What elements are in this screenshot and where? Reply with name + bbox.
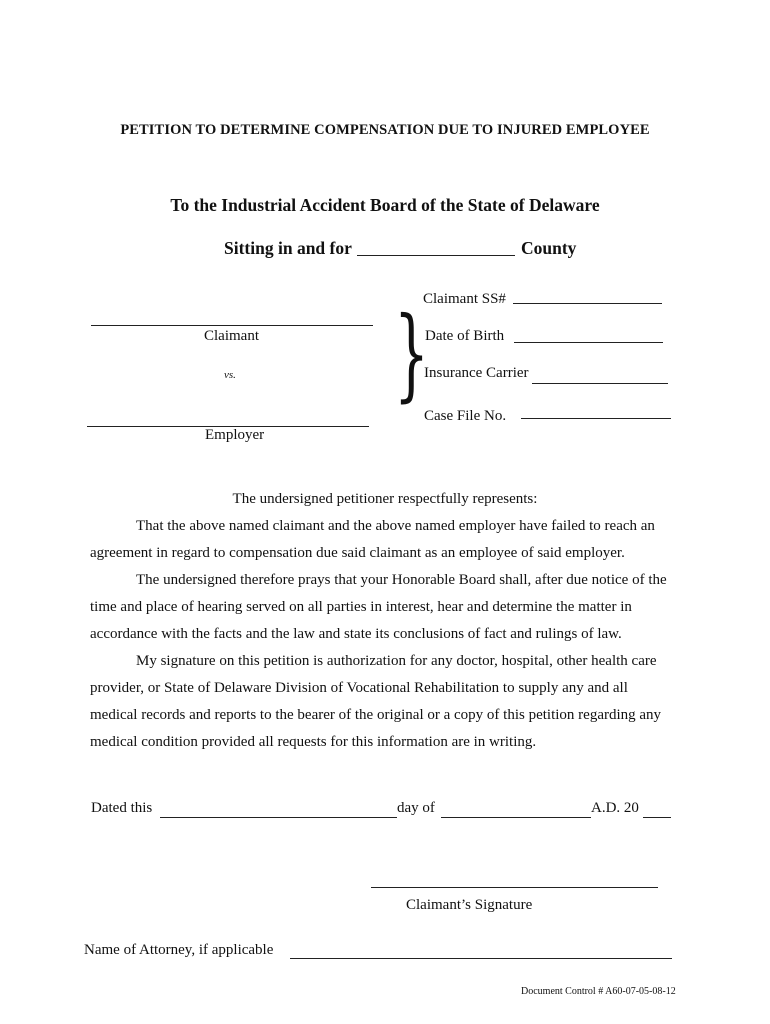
day-of-label: day of bbox=[397, 800, 435, 816]
vs-label: vs. bbox=[224, 369, 236, 381]
claimant-ss-field[interactable] bbox=[513, 303, 662, 304]
sitting-prefix: Sitting in and for bbox=[224, 238, 352, 258]
dated-month-field[interactable] bbox=[441, 817, 591, 818]
form-title: PETITION TO DETERMINE COMPENSATION DUE TO INJURED EMPLOYEE bbox=[120, 122, 650, 138]
date-of-birth-label: Date of Birth bbox=[425, 328, 505, 344]
insurance-carrier-label: Insurance Carrier bbox=[424, 365, 529, 381]
petition-paragraph-1: That the above named claimant and the above named employer have failed to reach an agreement in regard to compensation due said claimant as an employee of said employer. bbox=[90, 518, 655, 561]
county-field[interactable] bbox=[357, 255, 515, 256]
sitting-suffix: County bbox=[521, 238, 577, 258]
case-file-field[interactable] bbox=[521, 418, 671, 419]
claimant-signature-label: Claimant’s Signature bbox=[406, 897, 533, 913]
claimant-label: Claimant bbox=[204, 328, 259, 344]
petition-paragraph-3: My signature on this petition is authorization for any doctor, hospital, other health care provider, or State of Delaware Division of Vocational Rehabilitation to supply any and all medical records and reports to the bearer of the original or a copy of this petition regarding any medical condition provided all requests for this information are in writing. bbox=[90, 653, 662, 750]
caption-brace: } bbox=[394, 295, 429, 412]
dated-this-label: Dated this bbox=[91, 800, 153, 816]
document-control: Document Control # A60-07-05-08-12 bbox=[521, 986, 676, 997]
dated-day-field[interactable] bbox=[160, 817, 397, 818]
board-title: To the Industrial Accident Board of the State of Delaware bbox=[170, 195, 600, 215]
date-of-birth-field[interactable] bbox=[514, 342, 663, 343]
insurance-carrier-field[interactable] bbox=[532, 383, 668, 384]
dated-year-field[interactable] bbox=[643, 817, 671, 818]
petition-intro: The undersigned petitioner respectfully represents: bbox=[232, 491, 538, 507]
case-file-label: Case File No. bbox=[424, 408, 507, 424]
attorney-label: Name of Attorney, if applicable bbox=[84, 942, 274, 958]
claimant-signature-field[interactable] bbox=[371, 887, 658, 888]
attorney-name-field[interactable] bbox=[290, 958, 672, 959]
employer-label: Employer bbox=[205, 427, 265, 443]
claimant-ss-label: Claimant SS# bbox=[423, 291, 506, 307]
petition-paragraph-2: The undersigned therefore prays that your Honorable Board shall, after due notice of the time and place of hearing served on all parties in interest, hear and determine the matter in accordance with the facts and the law and state its conclusions of fact and rulings of law. bbox=[90, 572, 667, 642]
claimant-name-field[interactable] bbox=[91, 325, 373, 326]
ad-label: A.D. 20 bbox=[591, 800, 639, 816]
